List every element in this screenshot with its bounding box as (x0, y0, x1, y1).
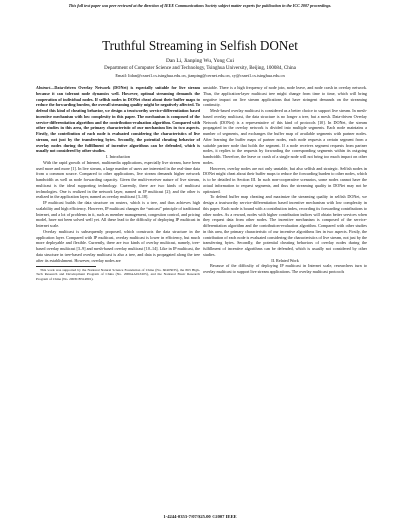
abstract (36, 85, 200, 154)
left-column (36, 85, 200, 281)
funding-footnote: This work was supported by the National Natural Science Foundation of China (No. 60403035), the 863 High-Tech Research and Development Program of China (No. 2006AA01Z205), and the National Basic Research Program of China (No. 2003CB314801). (36, 268, 200, 281)
body-paragraph: IP multicast builds the data structure on routers, which is a tree, and thus achieves high scalability and high efficiency. However, IP multicast changes the “unicast” principle of traditional Internet, and a lot of problems in it, such as member management, congestion control, and pricing model, have not been solved well yet. All these lead to the difficulty of deploying IP multicast in Internet scale. (36, 200, 200, 228)
body-paragraph: Overlay multicast is subsequently proposed, which constructs the data structure in the application layer. Compared with IP multicast, overlay multicast is lower in efficiency, but much more deployable and flexible. Currently, there are two kinds of overlay multicast, namely, tree-based overlay multicast [3–9] and mesh-based overlay multicast [10–14]. Like in IP multicast, the data structure in tree-based overlay multicast is also a tree, and data is propagated along the tree after its establishment. However, overlay nodes are (36, 228, 200, 263)
body-paragraph: Because of the difficulty of deploying IP multicast in Internet scale, researchers turn to overlay multicast to support live stream applications. The overlay multicast protocols (203, 263, 367, 274)
affiliation: Department of Computer Science and Technology, Tsinghua University, Beijing, 100084, China (104, 66, 296, 71)
author-list: Dan Li, Jianping Wu, Yong Cui (166, 58, 234, 64)
abstract-text: —Data-driven Overlay Network (DONet) is especially suitable for live stream because it can tolerant node dynamics well. However, optimal streaming demands the cooperation of individual nodes. If selfish nodes in DONet cheat about their buffer maps to reduce the forwarding burden, the overall streaming quality might be negatively affected. To defend this kind of cheating behavior, we design a trustworthy service-differentiation based incentive mechanism with low complexity in this paper. The mechanism is composed of the service-differentiation algorithm and the contribution-evaluation algorithm. Compared with other studies in this area, the primary characteristic of our mechanism lies in two aspects. Firstly, the contribution of each node is evaluated considering the characteristics of live stream, not just by the transferring bytes. Secondly, the potential cheating behavior of overlay nodes during the fulfillment of incentive algorithms can be defended, which is usually not considered by other studies. (36, 85, 200, 154)
right-column (203, 85, 367, 275)
body-paragraph: However, overlay nodes are not only unstable, but also selfish and strategic. Selfish nodes in DONet might cheat about their buffer maps to reduce the forwarding burden to other nodes, which is to be detailed in Section III. In such non-cooperative scenarios, some nodes cannot have the actual information to request segments, and thus the streaming quality in DONet may not be optimized. (203, 165, 367, 194)
paper-title: Truthful Streaming in Selfish DONet (102, 38, 298, 53)
section-heading-introduction: I. Introduction (106, 154, 130, 159)
body-paragraph: With the rapid growth of Internet, multimedia applications, especially live stream, have been used more and more [1]. In live stream, a large number of users are interested in the real-time data from a common source. Compared to other applications, live stream demands higher network bandwidth as well as node forwarding capacity. Given the multi-receiver nature of live stream, multicast is the ideal supporting technology. Currently, there are two kinds of multicast technologies. One is realized in the network layer, named as IP multicast [2]; and the other is realized in the application layer, named as overlay multicast [3–18]. (36, 159, 200, 200)
copyright-footer: 1-4244-0353-7/07/$25.00 ©2007 IEEE (163, 514, 237, 519)
body-paragraph: To defend buffer map cheating and maximize the streaming quality in selfish DONet, we design a trustworthy service-differentiation based incentive mechanism with low complexity in this paper. Each node is bound with a contribution index, recording its forwarding contributions to other nodes. As a reward, nodes with higher contribution indices will obtain better services when they request data from other nodes. The incentive mechanism is composed of the service-differentiation algorithm and the contribution-evaluation algorithm. Compared with other studies in this area, the primary characteristic of our incentive algorithms lies in two aspects. Firstly, the contribution of each node is evaluated considering the characteristics of live stream, not just by the transferring bytes. Secondly, the potential cheating behaviors of overlay nodes during the fulfillment of incentive algorithms can be defended, which is usually not considered by other studies. (203, 194, 367, 257)
section-heading-related-work: II. Related Work (271, 257, 299, 263)
abstract-label: Abstract (36, 85, 51, 90)
body-paragraph: Mesh-based overlay multicast is considered as a better choice to support live stream. In mesh-based overlay multicast, the data structure is no longer a tree, but a mesh. Data-driven Overlay Network (DONet) is a representative of this kind of protocols [10]. In DONet, the stream propagated in the overlay network is divided into multiple segments. Each node maintains a number of segments, and exchanges the buffer map of available segments with partner nodes. After learning the buffer maps of partner nodes, each node requests a certain segment from a suitable partner node that holds the segment. If a node receives segment requests from partner nodes, it replies to the requests by forwarding the corresponding segments within its outgoing bandwidth. Therefore, the leave or crash of a single node will not bring too much impact on other nodes. (203, 108, 367, 165)
author-emails: Email: lidan@csnet1.cs.tsinghua.edu.cn, jianping@cernet.edu.cn, cy@csnet1.cs.tsinghua.edu.cn (115, 73, 285, 78)
body-paragraph: unstable. There is a high frequency of node join, node leave, and node crash in overlay network. Thus, the application-layer multicast tree might change from time to time, which will bring negative impact on live stream applications that have stringent demands on the streaming continuity. (203, 85, 367, 108)
footnote-divider (36, 266, 96, 267)
peer-review-banner: This full text paper was peer reviewed at the direction of IEEE Communications Society subject matter experts for publication in the ICC 2007 proceedings. (68, 3, 332, 8)
